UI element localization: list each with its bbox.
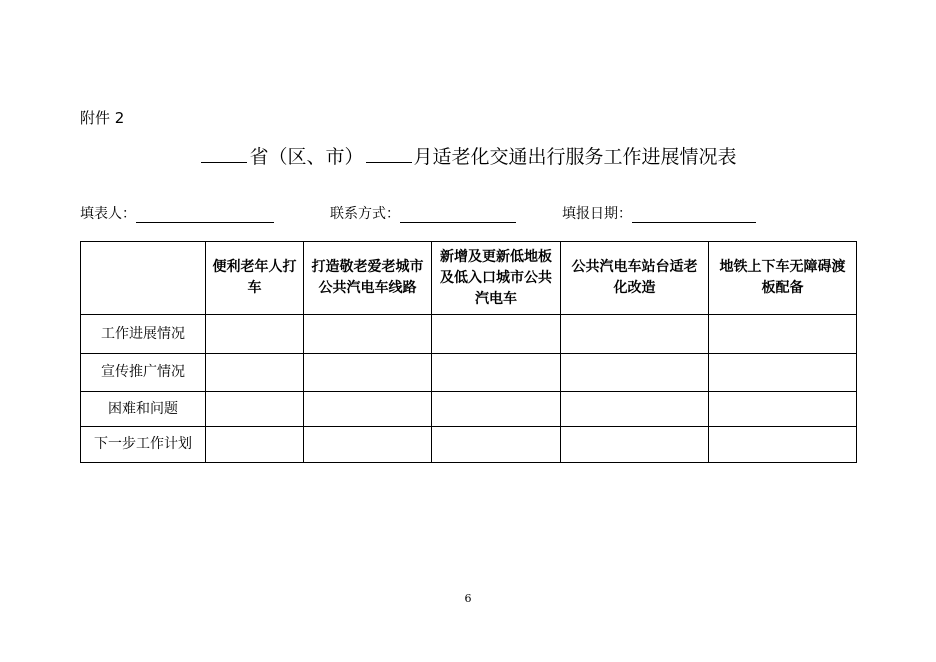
contact-field [330,203,516,223]
table-cell[interactable] [206,315,304,354]
table-row [81,354,857,392]
table-cell[interactable] [561,427,709,463]
table-cell[interactable] [432,427,561,463]
header-bus-routes: 打造敬老爱老城市公共汽电车线路 [304,242,432,315]
row-label-next-plan: 下一步工作计划 [81,427,206,463]
title-part-province: 省（区、市） [249,146,364,168]
table-cell[interactable] [709,315,857,354]
table-cell[interactable] [304,354,432,392]
table-cell[interactable] [304,427,432,463]
progress-table [80,241,857,463]
title-part-main: 月适老化交通出行服务工作进展情况表 [413,146,737,168]
page-title [0,142,936,169]
table-cell[interactable] [432,392,561,427]
table-row [81,427,857,463]
table-cell[interactable] [206,392,304,427]
row-label-progress: 工作进展情况 [81,315,206,354]
table-row [81,392,857,427]
contact-label: 联系方式： [330,206,400,222]
page-number: 6 [464,592,472,605]
table-cell[interactable] [304,315,432,354]
table-cell[interactable] [206,354,304,392]
table-cell[interactable] [709,392,857,427]
table-cell[interactable] [206,427,304,463]
filler-input-line[interactable] [136,208,274,223]
row-label-difficulties: 困难和问题 [81,392,206,427]
table-cell[interactable] [432,354,561,392]
date-label: 填报日期： [562,206,632,222]
attachment-label: 附件 2 [80,109,125,127]
header-bus-stop-renovation: 公共汽电车站台适老化改造 [561,242,709,315]
table-cell[interactable] [432,315,561,354]
filler-field [80,203,274,223]
filler-label: 填表人： [80,206,136,222]
table-row [81,315,857,354]
row-label-promotion: 宣传推广情况 [81,354,206,392]
header-corner-cell [81,242,206,315]
header-metro-ramps: 地铁上下车无障碍渡板配备 [709,242,857,315]
table-cell[interactable] [709,427,857,463]
table-cell[interactable] [304,392,432,427]
month-blank-line [366,161,412,163]
province-blank-line [201,161,247,163]
date-input-line[interactable] [632,208,756,223]
date-field [562,203,756,223]
header-taxi-convenience: 便利老年人打车 [206,242,304,315]
header-low-floor-buses: 新增及更新低地板及低入口城市公共汽电车 [432,242,561,315]
table-cell[interactable] [709,354,857,392]
table-cell[interactable] [561,392,709,427]
table-header-row [81,242,857,315]
table-cell[interactable] [561,315,709,354]
contact-input-line[interactable] [400,208,516,223]
table-cell[interactable] [561,354,709,392]
